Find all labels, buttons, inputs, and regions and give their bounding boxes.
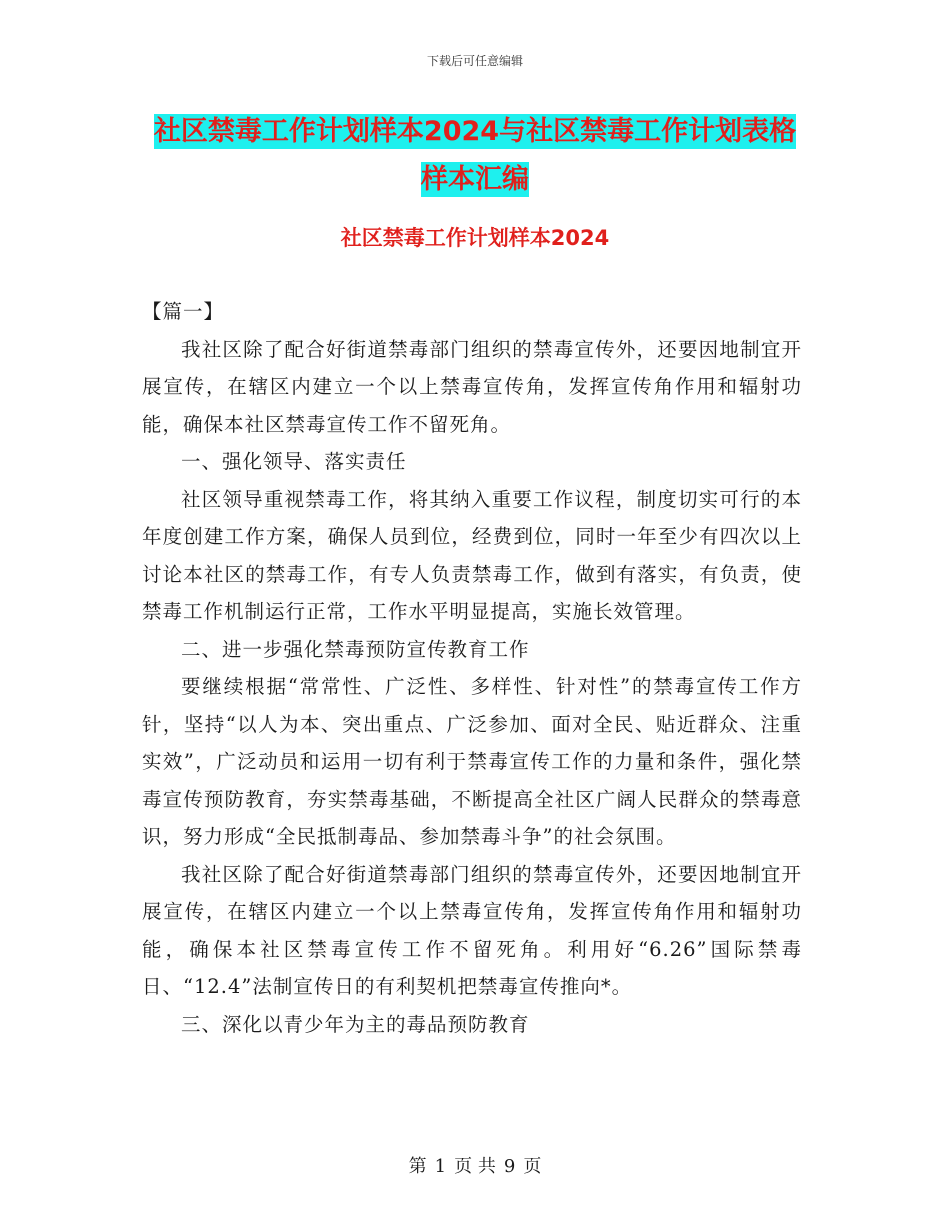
subheading: 三、深化以青少年为主的毒品预防教育 <box>181 1012 530 1036</box>
footer-prefix: 第 <box>408 1156 427 1177</box>
page-header-note: 下载后可任意编辑 <box>426 54 523 68</box>
subheading: 二、进一步强化禁毒预防宣传教育工作 <box>181 637 530 661</box>
section-title: 社区禁毒工作计划样本2024 <box>340 226 610 250</box>
footer-suffix: 页 <box>523 1156 542 1177</box>
footer-middle: 页 共 <box>454 1156 496 1177</box>
subheading: 一、强化领导、落实责任 <box>181 450 407 473</box>
footer-page-number: 1 <box>434 1156 447 1177</box>
document-title-line2: 样本汇编 <box>421 164 529 195</box>
paragraph: 要继续根据“常常性、广泛性、多样性、针对性”的禁毒宣传工作方针，坚持“以人为本、突出重点、广泛参加、面对全民、贴近群众、注重实效”，广泛动员和运用一切有利于禁毒宣传工作的力量和条件，强化禁毒宣传预防教育，夯实禁毒基础，不断提高全社区广阔人民群众的禁毒意识，努力形成“全民抵制毒品、参加禁毒斗争”的社会氛围。 <box>142 675 802 848</box>
document-body <box>142 293 802 1043</box>
document-title <box>0 108 950 204</box>
paragraph: 社区领导重视禁毒工作，将其纳入重要工作议程，制度切实可行的本年度创建工作方案，确保人员到位，经费到位，同时一年至少有四次以上讨论本社区的禁毒工作，有专人负责禁毒工作，做到有落实，有负责，使禁毒工作机制运行正常，工作水平明显提高，实施长效管理。 <box>142 487 802 623</box>
page-footer <box>0 1152 950 1178</box>
paragraph: 我社区除了配合好街道禁毒部门组织的禁毒宣传外，还要因地制宜开展宣传，在辖区内建立一个以上禁毒宣传角，发挥宣传角作用和辐射功能，确保本社区禁毒宣传工作不留死角。利用好“6.26”国际禁毒日、“12.4”法制宣传日的有利契机把禁毒宣传推向*。 <box>142 862 802 998</box>
paragraph-part-label: 【篇一】 <box>142 300 225 323</box>
paragraph: 我社区除了配合好街道禁毒部门组织的禁毒宣传外，还要因地制宜开展宣传，在辖区内建立一个以上禁毒宣传角，发挥宣传角作用和辐射功能，确保本社区禁毒宣传工作不留死角。 <box>142 337 802 436</box>
document-title-line1: 社区禁毒工作计划样本2024与社区禁毒工作计划表格 <box>153 116 797 147</box>
footer-total-pages: 9 <box>503 1156 516 1177</box>
